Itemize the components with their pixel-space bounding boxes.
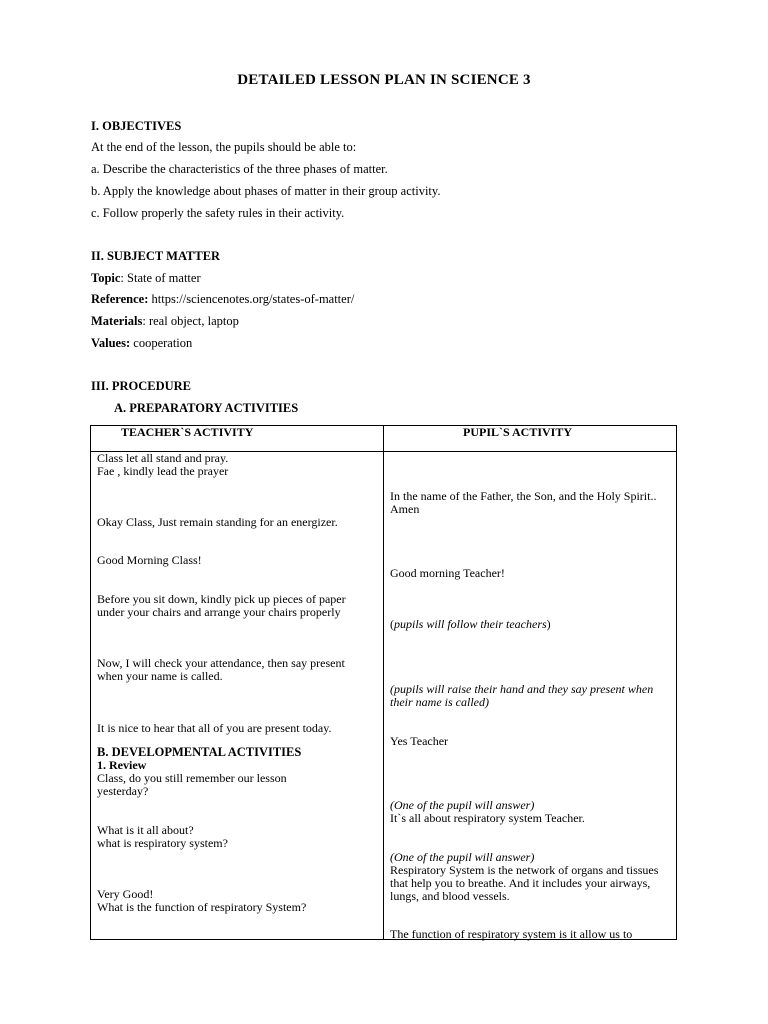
teacher-line: What is it all about? bbox=[97, 823, 194, 837]
teacher-cell: Good Morning Class! bbox=[97, 553, 202, 567]
reference-value: https://sciencenotes.org/states-of-matter/ bbox=[148, 292, 355, 306]
pupil-italic: pupils will follow their teachers bbox=[394, 617, 547, 631]
teacher-line: Fae , kindly lead the prayer bbox=[97, 464, 229, 478]
topic-line bbox=[91, 271, 201, 286]
pupil-cell: The function of respiratory system is it allow us to bbox=[390, 927, 633, 941]
objective-item: c. Follow properly the safety rules in their activity. bbox=[91, 206, 345, 220]
pupil-cell bbox=[390, 799, 672, 825]
pupil-note: (One of the pupil will answer) bbox=[390, 850, 535, 864]
teacher-cell: Now, I will check your attendance, then say present when your name is called. bbox=[97, 656, 345, 683]
materials-line bbox=[91, 314, 239, 329]
review-heading: 1. Review bbox=[97, 758, 147, 772]
materials-value: : real object, laptop bbox=[142, 314, 239, 328]
materials-label: Materials bbox=[91, 314, 143, 328]
pupil-cell: Good morning Teacher! bbox=[390, 566, 505, 580]
topic-label: Topic bbox=[91, 271, 121, 285]
pupil-cell: In the name of the Father, the Son, and the Holy Spirit.. Amen bbox=[390, 489, 657, 516]
teacher-cell: It is nice to hear that all of you are present today. bbox=[97, 721, 332, 735]
pupil-cell bbox=[390, 851, 672, 903]
table-column-divider bbox=[383, 425, 384, 940]
pupil-cell: Yes Teacher bbox=[390, 734, 449, 748]
teacher-cell: Okay Class, Just remain standing for an energizer. bbox=[97, 515, 338, 529]
pupil-cell: (pupils will raise their hand and they say present when their name is called) bbox=[390, 682, 654, 709]
preparatory-subheading: A. PREPARATORY ACTIVITIES bbox=[114, 401, 299, 415]
subject-matter-heading: II. SUBJECT MATTER bbox=[91, 249, 221, 263]
teacher-line: Very Good! bbox=[97, 887, 154, 901]
values-value: cooperation bbox=[130, 336, 193, 350]
teacher-cell bbox=[97, 452, 379, 478]
teacher-cell bbox=[97, 888, 379, 914]
developmental-heading: B. DEVELOPMENTAL ACTIVITIES bbox=[97, 745, 302, 759]
teacher-cell: Class, do you still remember our lesson yesterday? bbox=[97, 771, 287, 798]
teacher-column-header: TEACHER`S ACTIVITY bbox=[121, 425, 254, 439]
values-label: Values: bbox=[91, 336, 131, 350]
reference-label: Reference: bbox=[91, 292, 149, 306]
pupil-note: (One of the pupil will answer) bbox=[390, 798, 535, 812]
teacher-cell bbox=[97, 824, 379, 850]
pupil-cell bbox=[390, 618, 672, 631]
pupil-line: Respiratory System is the network of organs and tissues that help you to breathe. And it includes your airways, lungs, and blood vessels. bbox=[390, 863, 659, 903]
teacher-line: what is respiratory system? bbox=[97, 836, 228, 850]
page-title: DETAILED LESSON PLAN IN SCIENCE 3 bbox=[237, 72, 531, 88]
pupil-line: It`s all about respiratory system Teacher. bbox=[390, 811, 585, 825]
objectives-heading: I. OBJECTIVES bbox=[91, 119, 182, 133]
teacher-line: Class let all stand and pray. bbox=[97, 451, 229, 465]
teacher-cell: Before you sit down, kindly pick up pieces of paper under your chairs and arrange your chairs properly bbox=[97, 592, 346, 619]
objective-item: b. Apply the knowledge about phases of matter in their group activity. bbox=[91, 184, 441, 198]
values-line bbox=[91, 336, 192, 351]
objectives-intro: At the end of the lesson, the pupils should be able to: bbox=[91, 140, 357, 154]
paren: ( bbox=[390, 617, 394, 631]
topic-value: : State of matter bbox=[120, 271, 201, 285]
procedure-heading: III. PROCEDURE bbox=[91, 379, 192, 393]
objective-item: a. Describe the characteristics of the three phases of matter. bbox=[91, 162, 388, 176]
pupil-column-header: PUPIL`S ACTIVITY bbox=[463, 425, 573, 439]
reference-line bbox=[91, 292, 354, 307]
teacher-line: What is the function of respiratory System? bbox=[97, 900, 307, 914]
paren: ) bbox=[546, 617, 551, 631]
